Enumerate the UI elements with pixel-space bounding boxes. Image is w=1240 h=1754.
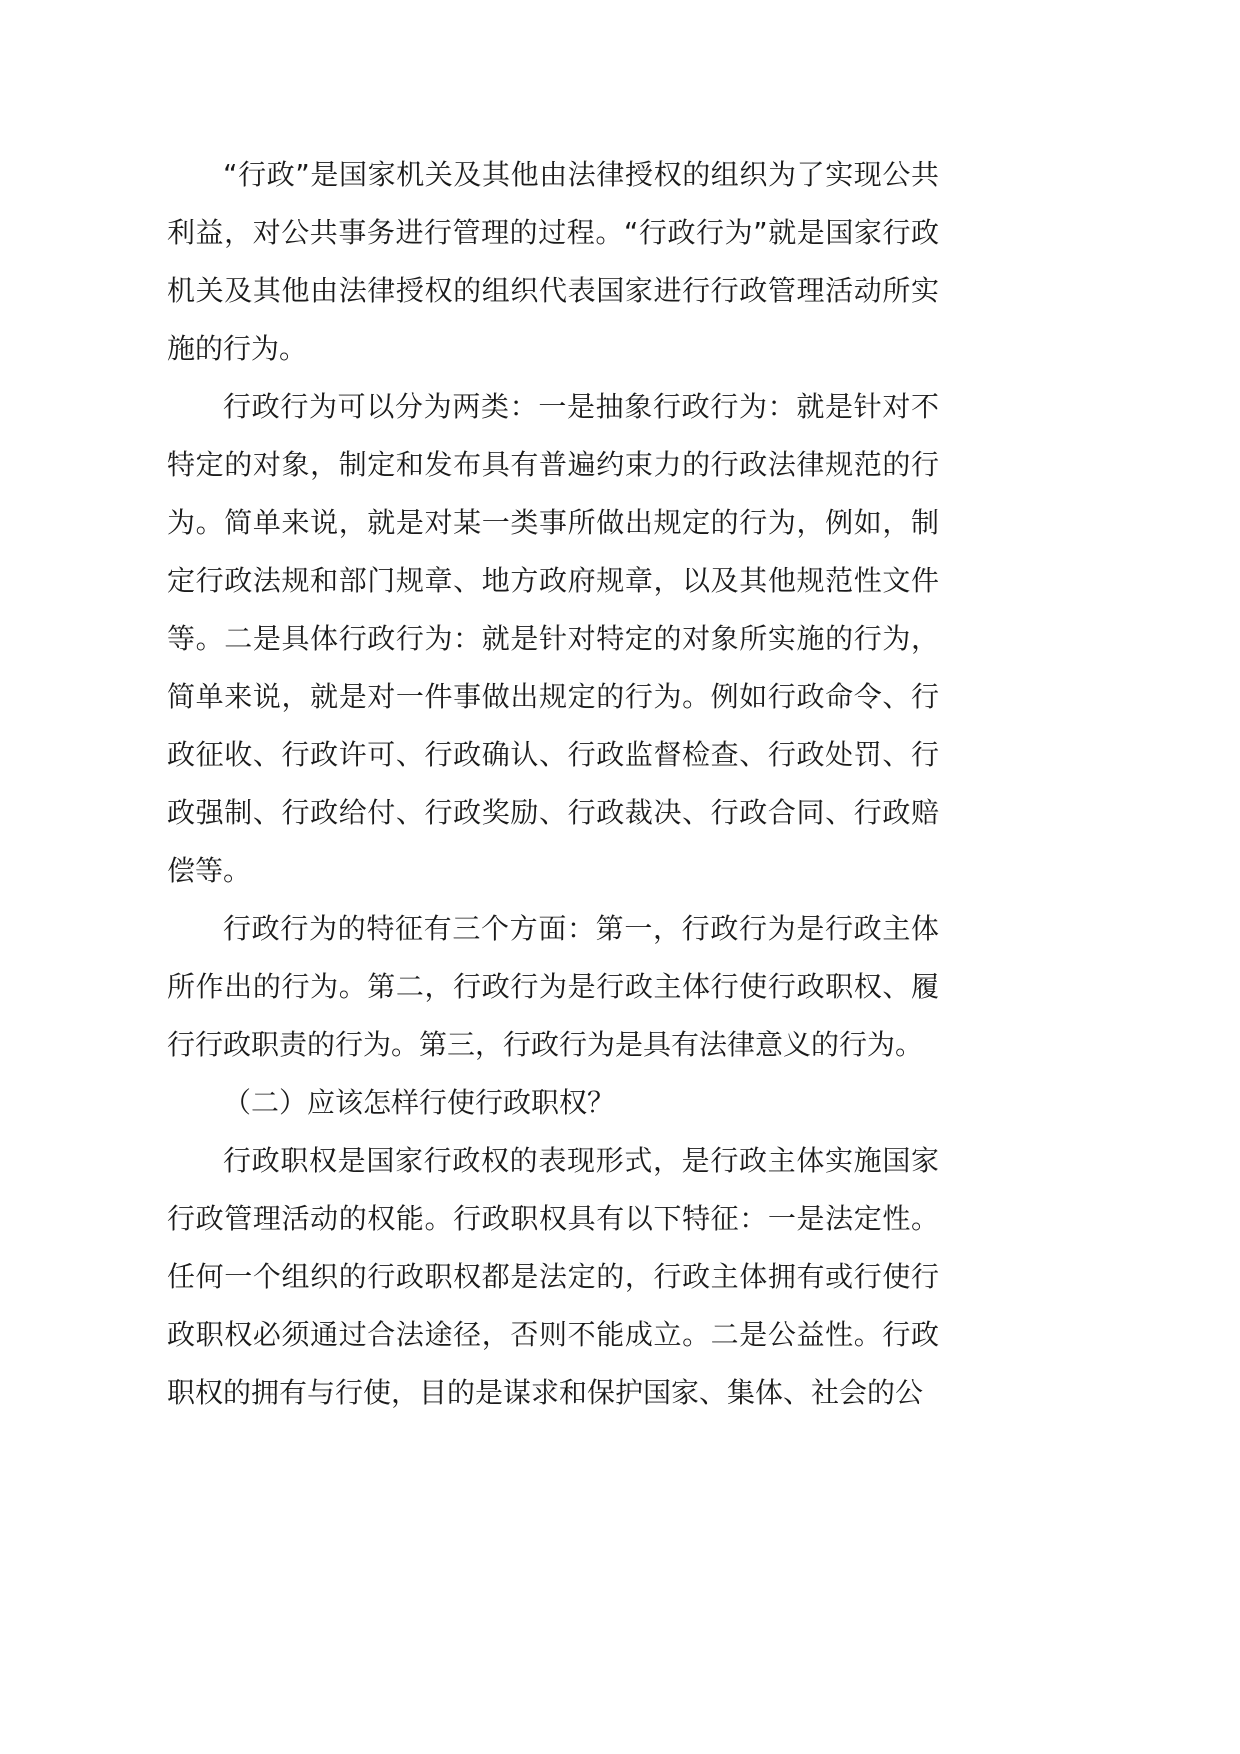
paragraph-administrative-power: 行政职权是国家行政权的表现形式，是行政主体实施国家行政管理活动的权能。行政职权具有以下特征：一是法定性。任何一个组织的行政职权都是法定的，行政主体拥有或行使行政职权必须通过合法途径，否则不能成立。二是公益性。行政职权的拥有与行使，目的是谋求和保护国家、集体、社会的公: [167, 1144, 939, 1409]
section-heading: （二）应该怎样行使行政职权？: [223, 1086, 616, 1119]
paragraph-administrative-act-features: 行政行为的特征有三个方面：第一，行政行为是行政主体所作出的行为。第二，行政行为是行政主体行使行政职权、履行行政职责的行为。第三，行政行为是具有法律意义的行为。: [167, 912, 939, 1061]
paragraph-administrative-act-types: 行政行为可以分为两类：一是抽象行政行为：就是针对不特定的对象，制定和发布具有普遍约束力的行政法律规范的行为。简单来说，就是对某一类事所做出规定的行为，例如，制定行政法规和部门规章、地方政府规章，以及其他规范性文件等。二是具体行政行为：就是针对特定的对象所实施的行为，简单来说，就是对一件事做出规定的行为。例如行政命令、行政征收、行政许可、行政确认、行政监督检查、行政处罚、行政强制、行政给付、行政奖励、行政裁决、行政合同、行政赔偿等。: [167, 390, 939, 887]
paragraph-administration-definition: “行政”是国家机关及其他由法律授权的组织为了实现公共利益，对公共事务进行管理的过程。“行政行为”就是国家行政机关及其他由法律授权的组织代表国家进行行政管理活动所实施的行为。: [167, 158, 939, 365]
document-body: [167, 146, 939, 1422]
